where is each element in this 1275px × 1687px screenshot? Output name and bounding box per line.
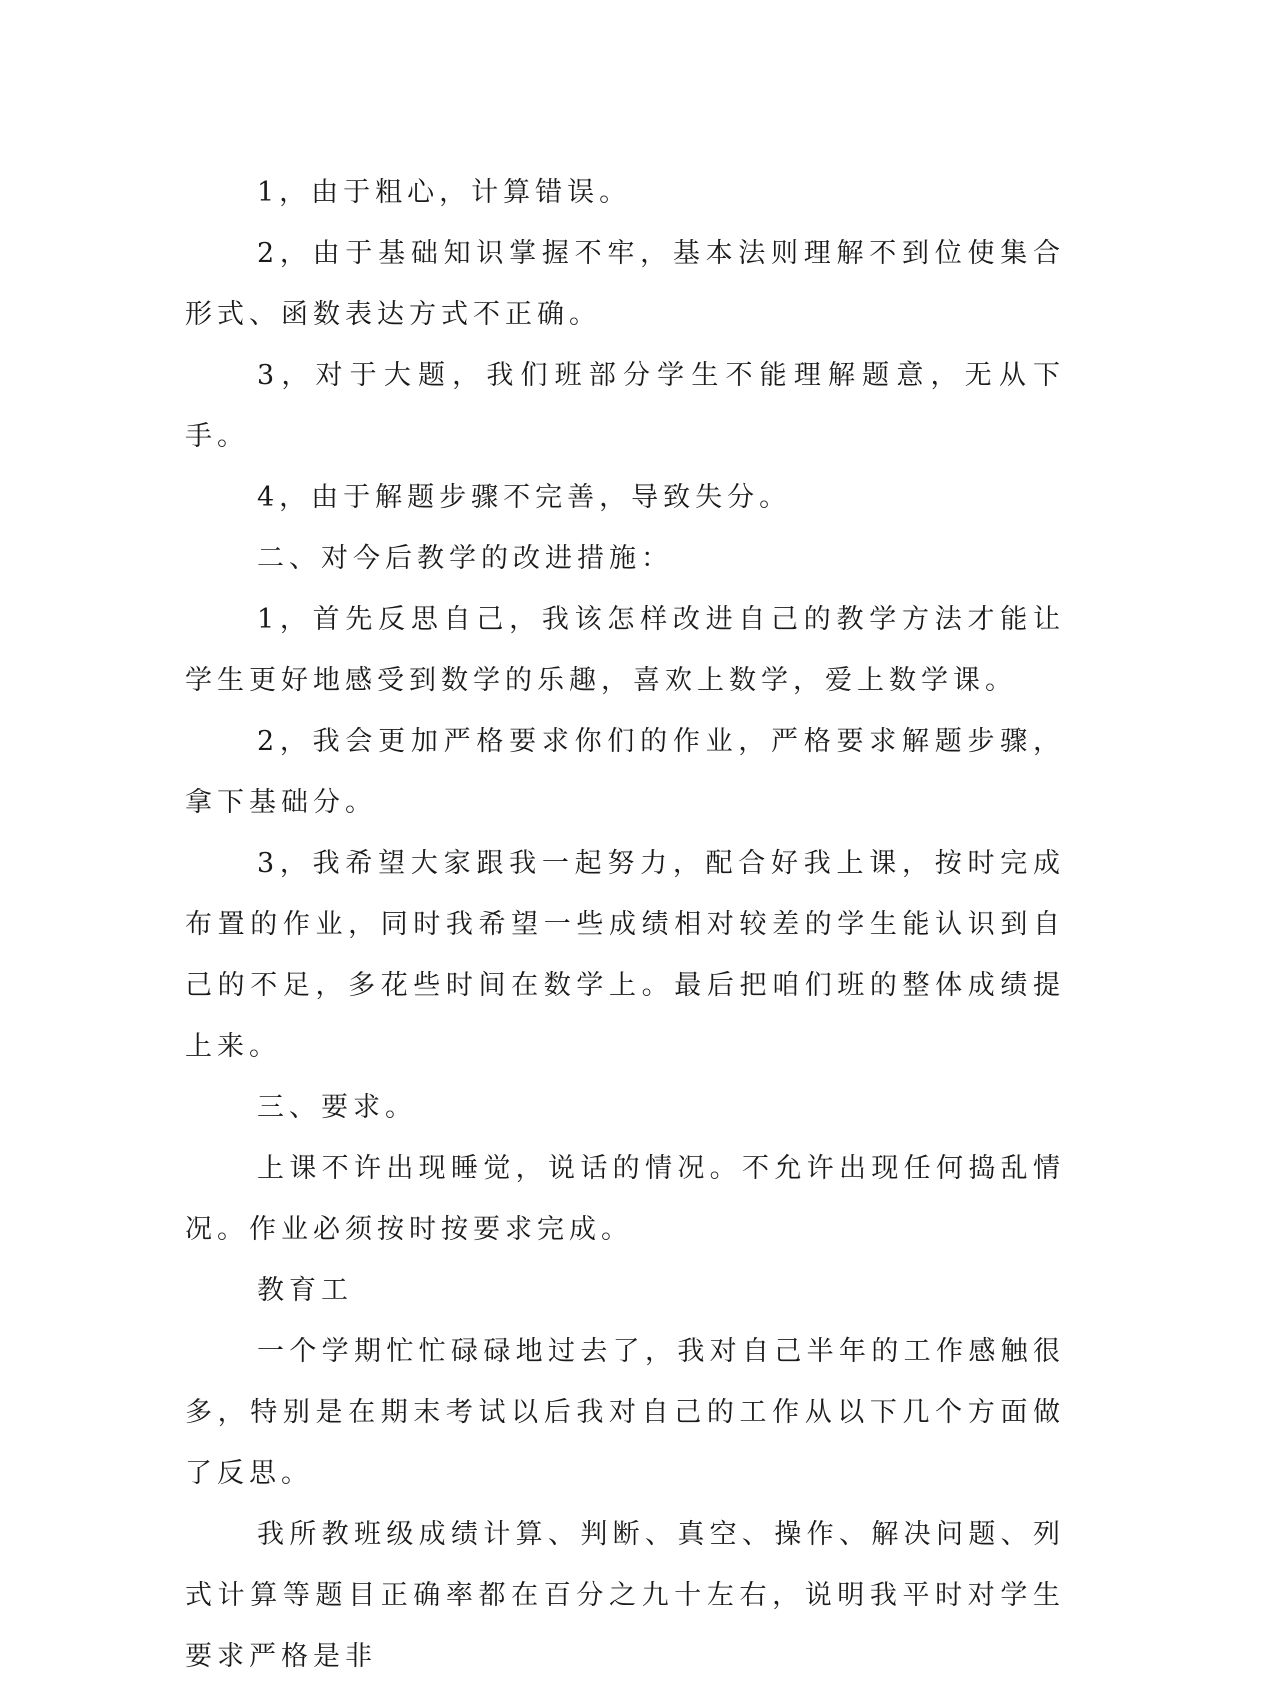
paragraph-class-results: 我所教班级成绩计算、判断、真空、操作、解决问题、列式计算等题目正确率都在百分之九十左右，说明我平时对学生要求严格是非 <box>185 1519 1065 1672</box>
paragraph-requirements: 上课不许出现睡觉，说话的情况。不允许出现任何捣乱情况。作业必须按时按要求完成。 <box>185 1153 1065 1245</box>
paragraph-improvement-effort: 3，我希望大家跟我一起努力，配合好我上课，按时完成布置的作业，同时我希望一些成绩相对较差的学生能认识到自己的不足，多花些时间在数学上。最后把咱们班的整体成绩提上来。 <box>185 848 1065 1062</box>
paragraph-mistake-solution-steps: 4，由于解题步骤不完善，导致失分。 <box>257 482 792 513</box>
paragraph-mistake-big-questions: 3，对于大题，我们班部分学生不能理解题意，无从下手。 <box>185 360 1065 452</box>
paragraph-improvement-reflect: 1，首先反思自己，我该怎样改进自己的教学方法才能让学生更好地感受到数学的乐趣，喜欢上数学，爱上数学课。 <box>185 604 1065 696</box>
section-heading-education-work: 教育工 <box>257 1275 353 1306</box>
paragraph-mistake-carelessness: 1，由于粗心，计算错误。 <box>257 177 632 208</box>
paragraph-improvement-homework: 2，我会更加严格要求你们的作业，严格要求解题步骤，拿下基础分。 <box>185 726 1065 818</box>
paragraph-semester-reflection: 一个学期忙忙碌碌地过去了，我对自己半年的工作感触很多，特别是在期末考试以后我对自己的工作从以下几个方面做了反思。 <box>185 1336 1065 1489</box>
paragraph-mistake-basic-knowledge: 2，由于基础知识掌握不牢，基本法则理解不到位使集合形式、函数表达方式不正确。 <box>185 238 1065 330</box>
section-heading-requirements: 三、要求。 <box>257 1092 417 1123</box>
section-heading-improvement: 二、对今后教学的改进措施： <box>257 543 673 574</box>
document-body <box>185 162 1065 1687</box>
